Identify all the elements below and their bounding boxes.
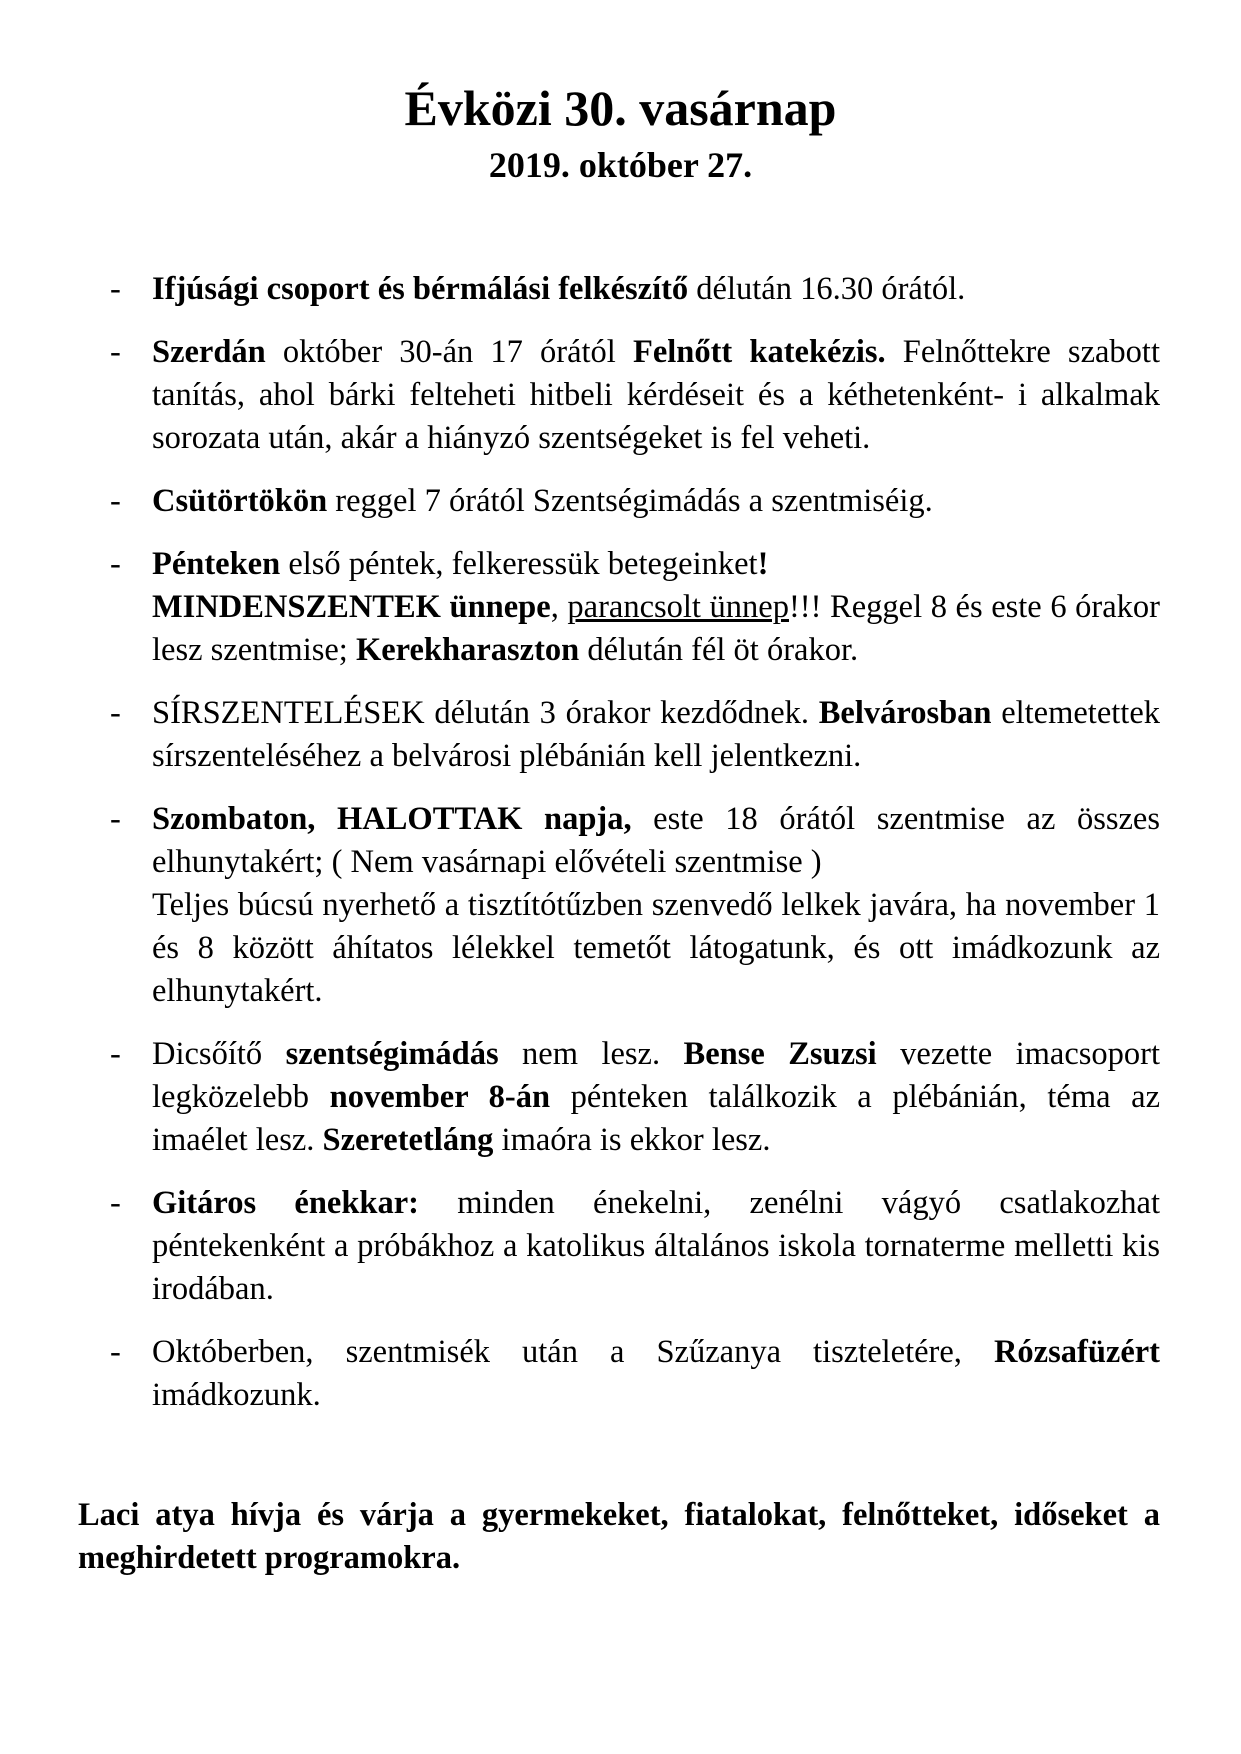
friday-heading: Pénteken <box>152 546 281 582</box>
announcement-friday <box>106 543 1160 672</box>
all-saints-comma: , <box>550 589 568 625</box>
page-date: 2019. október 27. <box>488 145 753 185</box>
leader-name: Bense Zsuzsi <box>683 1036 877 1072</box>
wednesday-time: október 30-án 17 órától <box>265 334 633 370</box>
announcement-praise <box>106 1033 1160 1162</box>
prayer-group-date: november 8-án <box>329 1079 551 1115</box>
all-saints-text: !!! Reggel 8 és este 6 órakor lesz szentmise; <box>152 589 1160 668</box>
downtown-label: Belvárosban <box>818 695 992 731</box>
rosary-text: Októberben, szentmisék után a Szűzanya tiszteletére, <box>152 1334 994 1370</box>
announcement-grave-blessing <box>106 692 1160 778</box>
announcement-saturday <box>106 798 1160 1013</box>
indulgence-text: Teljes búcsú nyerhető a tisztítótűzben szenvedő lelkek javára, ha november 1 és 8 között áhítatos lélekkel temetőt látogatunk, és ott imádkozunk az elhunytakért. <box>152 887 1160 1009</box>
friday-exclamation: ! <box>757 546 769 582</box>
adult-catechesis-label: Felnőtt katekézis. <box>632 334 886 370</box>
list-dash: - <box>110 483 121 519</box>
announcement-wednesday <box>106 331 1160 460</box>
praise-text-2: nem lesz. <box>498 1036 684 1072</box>
list-dash: - <box>110 271 121 307</box>
thursday-text: reggel 7 órától Szentségimádás a szentmiséig. <box>327 483 933 519</box>
saturday-text: este 18 órától szentmise az összes elhunytakért; ( Nem vasárnapi elővételi szentmise ) <box>152 801 1160 880</box>
wednesday-text: Felnőttekre szabott tanítás, ahol bárki felteheti hitbeli kérdéseit és a kéthetenként- i alkalmak sorozata után, akár a hiányzó szentségeket is fel veheti. <box>152 334 1160 456</box>
flame-of-love-text: imaóra is ekkor lesz. <box>493 1122 771 1158</box>
list-dash: - <box>110 1334 121 1370</box>
wednesday-heading: Szerdán <box>152 334 266 370</box>
announcement-guitar-choir <box>106 1182 1160 1311</box>
guitar-choir-heading: Gitáros énekkar: <box>152 1185 419 1221</box>
kerekharaszt-text: délután fél öt órakor. <box>579 632 859 668</box>
announcement-rosary <box>106 1331 1160 1417</box>
adoration-label: szentségimádás <box>285 1036 499 1072</box>
prayer-group-details: pénteken találkozik a plébánián, téma az imaélet lesz. <box>152 1079 1161 1158</box>
youth-group-heading: Ifjúsági csoport és bérmálási felkészítő <box>152 271 689 307</box>
kerekharaszt-label: Kerekharaszton <box>355 632 580 668</box>
flame-of-love-label: Szeretetláng <box>322 1122 494 1158</box>
guitar-choir-text: minden énekelni, zenélni vágyó csatlakozhat péntekenként a próbákhoz a katolikus általános iskola tornaterme melletti kis irodában. <box>152 1185 1160 1307</box>
list-dash: - <box>110 1185 121 1221</box>
holy-day-of-obligation: parancsolt ünnep <box>567 589 789 625</box>
list-dash: - <box>110 334 121 370</box>
announcement-thursday <box>106 480 1160 523</box>
list-dash: - <box>110 546 121 582</box>
youth-group-text: délután 16.30 órától. <box>688 271 966 307</box>
all-saints-line <box>152 586 1160 672</box>
friday-text: első péntek, felkeressük betegeinket <box>280 546 758 582</box>
announcement-youth-group <box>106 268 1160 311</box>
rosary-label: Rózsafüzért <box>993 1334 1160 1370</box>
list-dash: - <box>110 695 121 731</box>
saturday-heading: Szombaton, HALOTTAK napja, <box>152 801 632 837</box>
rosary-text-2: imádkozunk. <box>152 1377 321 1413</box>
thursday-heading: Csütörtökön <box>152 483 328 519</box>
closing-invitation: Laci atya hívja és várja a gyermekeket, fiatalokat, felnőtteket, időseket a meghirdetett programokra. <box>78 1497 1160 1576</box>
list-dash: - <box>110 801 121 837</box>
all-saints-heading: MINDENSZENTEK ünnepe <box>152 589 551 625</box>
list-dash: - <box>110 1036 121 1072</box>
grave-blessing-details: eltemetettek sírszenteléséhez a belvárosi plébánián kell jelentkezni. <box>152 695 1160 774</box>
grave-blessing-text: SÍRSZENTELÉSEK délután 3 órakor kezdődnek. <box>152 695 819 731</box>
page-title: Évközi 30. vasárnap <box>404 80 837 136</box>
prayer-group-text: vezette imacsoport legközelebb <box>152 1036 1160 1115</box>
announcement-list <box>106 268 1160 1437</box>
praise-text: Dicsőítő <box>152 1036 286 1072</box>
